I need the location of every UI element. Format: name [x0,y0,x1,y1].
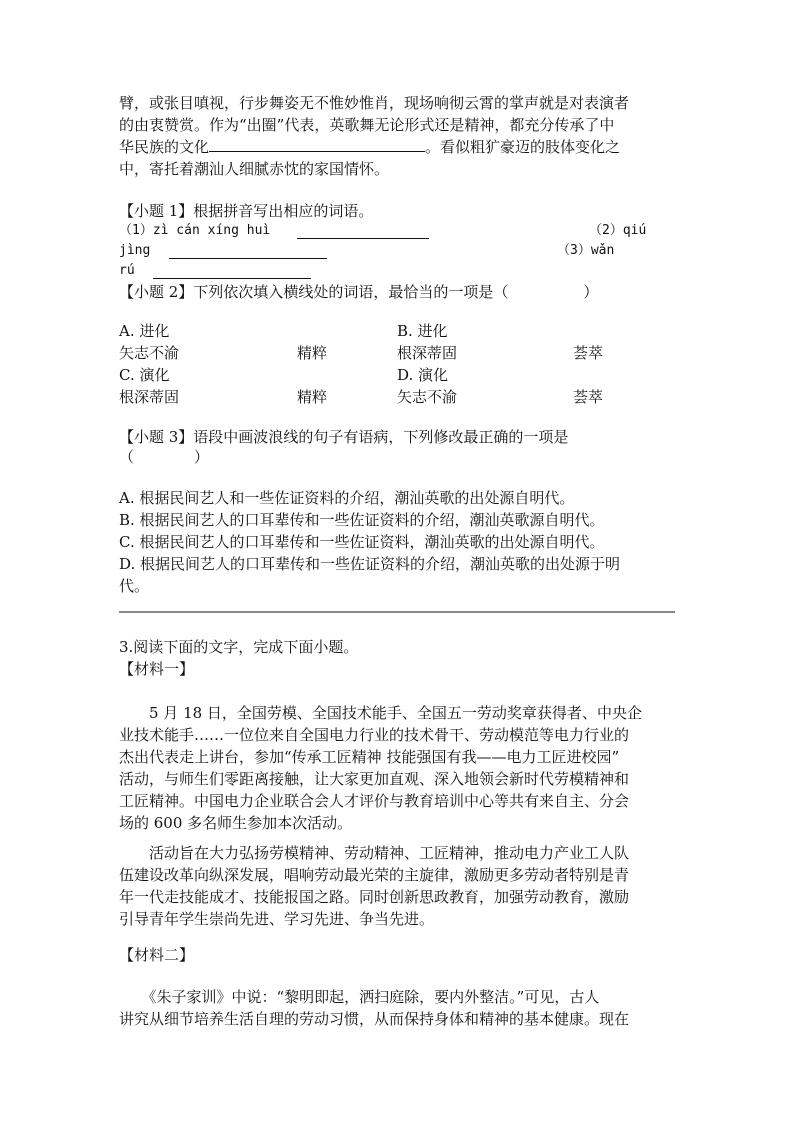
paragraph-line: 业技术能手……一位位来自全国电力行业的技术骨干、劳动模范等电力行业的 [119,726,630,744]
passage-line: 中，寄托着潮汕人细腻赤忱的家国情怀。 [119,160,390,178]
option-c[interactable]: C. 根据民间艺人的口耳辈传和一些佐证资料，潮汕英歌的出处源自明代。 [119,533,605,551]
option-c-label[interactable]: C. 演化 [119,366,170,384]
paragraph-line: 《朱子家训》中说：“黎明即起，洒扫庭除，要内外整洁。”可见，古人 [119,988,600,1006]
material-1-title: 【材料一】 [119,660,195,678]
paragraph-line: 5 月 18 日，全国劳模、全国技术能手、全国五一劳动奖章获得者、中央企 [119,704,642,722]
answer-paren[interactable]: （ ） [119,448,210,466]
option-d-label[interactable]: D. 演化 [397,366,449,384]
option-d-word: 矢志不渝 [397,388,458,406]
option-d[interactable]: D. 根据民间艺人的口耳辈传和一些佐证资料的介绍，潮汕英歌的出处源于明 [119,555,621,573]
section-divider [119,611,675,613]
paragraph-line: 杰出代表走上讲台，参加“传承工匠精神 技能强国有我——电力工匠进校园” [119,748,620,766]
paragraph-line: 工匠精神。中国电力企业联合会人才评价与教育培训中心等共有来自主、分会 [119,792,630,810]
answer-blank-3[interactable] [153,264,311,279]
answer-blank[interactable] [209,137,425,152]
answer-blank-1[interactable] [297,224,429,239]
paragraph-line: 年一代走技能成才、技能报国之路。同时创新思政教育，加强劳动教育，激励 [119,888,630,906]
question-3-title: 【小题 3】语段中画波浪线的句子有语病，下列修改最正确的一项是 [119,428,569,446]
material-2-title: 【材料二】 [119,946,195,964]
option-c-word: 精粹 [297,388,328,406]
paragraph-line: 活动旨在大力弘扬劳模精神、劳动精神、工匠精神，推动电力产业工人队 [119,844,630,862]
option-d-cont: 代。 [119,577,150,595]
paragraph-line: 讲究从细节培养生活自理的劳动习惯，从而保持身体和精神的基本健康。现在 [119,1010,630,1028]
option-a-word: 精粹 [297,344,328,362]
option-d-word: 荟萃 [573,388,604,406]
pinyin-item-2-cont: jìng [119,243,151,258]
option-a[interactable]: A. 根据民间艺人和一些佐证资料的介绍，潮汕英歌的出处源自明代。 [119,489,575,507]
option-a-word: 矢志不渝 [119,344,180,362]
question-1-title: 【小题 1】根据拼音写出相应的词语。 [119,202,374,220]
paragraph-line: 引导青年学生崇尚先进、学习先进、争当先进。 [119,910,435,928]
pinyin-item-1: （1）zì cán xíng huì [119,223,271,238]
pinyin-item-3-cont: rú [119,263,135,278]
pinyin-item-3: （3）wǎn [557,243,615,258]
option-a-label[interactable]: A. 进化 [119,322,170,340]
passage-text: 华民族的文化 [119,138,210,156]
answer-blank-2[interactable] [169,244,327,259]
pinyin-item-2: （2）qiú [589,223,647,238]
option-b-word: 根深蒂固 [397,344,458,362]
paragraph-line: 活动，与师生们零距离接触，让大家更加直观、深入地领会新时代劳模精神和 [119,770,630,788]
passage-line [119,136,620,158]
paragraph-line: 场的 600 多名师生参加本次活动。 [119,814,353,832]
passage-line: 臂，或张目嗔视，行步舞姿无不惟妙惟肖，现场响彻云霄的掌声就是对表演者 [119,94,630,112]
section-heading: 3.阅读下面的文字，完成下面小题。 [119,638,359,656]
question-2-title: 【小题 2】下列依次填入横线处的词语，最恰当的一项是（ ） [119,283,599,301]
option-b-word: 荟萃 [573,344,604,362]
option-c-word: 根深蒂固 [119,388,180,406]
paragraph-line: 伍建设改革向纵深发展，唱响劳动最光荣的主旋律，激励更多劳动者特别是青 [119,866,630,884]
passage-text: 。看似粗犷豪迈的肢体变化之 [425,138,621,156]
option-b[interactable]: B. 根据民间艺人的口耳辈传和一些佐证资料的介绍，潮汕英歌源自明代。 [119,511,605,529]
option-b-label[interactable]: B. 进化 [397,322,448,340]
passage-line: 的由衷赞赏。作为“出圈”代表，英歌舞无论形式还是精神，都充分传承了中 [119,116,615,134]
